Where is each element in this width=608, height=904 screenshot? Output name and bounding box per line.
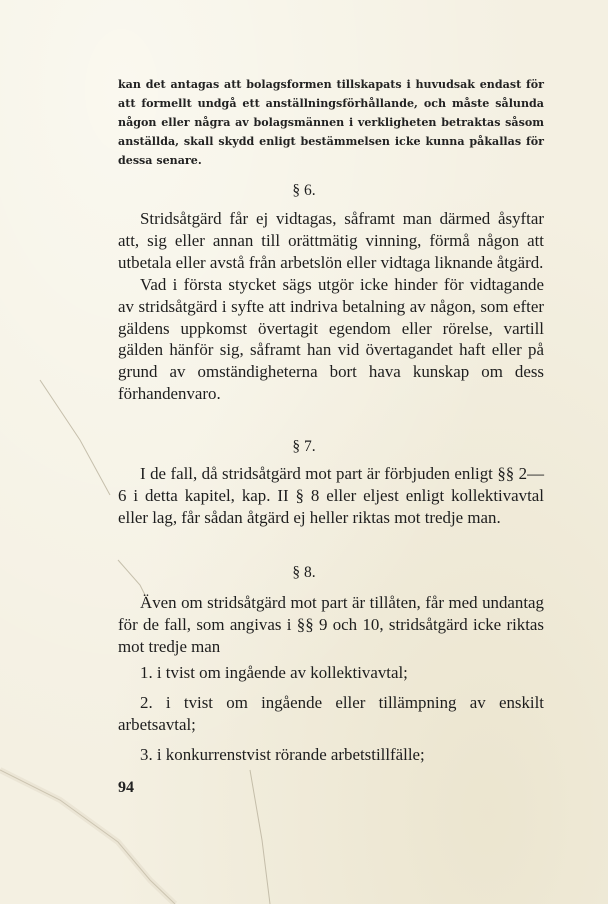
- section-6-heading: § 6.: [292, 182, 316, 199]
- section-8-body: [118, 592, 544, 658]
- section-8-heading: § 8.: [292, 564, 316, 581]
- list-item: 3. i konkurrenstvist rörande arbetstillfälle;: [140, 745, 425, 764]
- section-7-paragraph-1: I de fall, då stridsåtgärd mot part är förbjuden enligt §§ 2—6 i detta kapitel, kap. II § 8 eller eljest enligt kollektivavtal eller lag, får sådan åtgärd ej heller riktas mot tredje man.: [118, 464, 544, 527]
- page-number: 94: [118, 779, 134, 796]
- section-8-paragraph-1: Även om stridsåtgärd mot part är tillåten, får med undantag för de fall, som angivas i §§ 9 och 10, stridsåtgärd icke riktas mot tredje man: [118, 593, 544, 656]
- list-item: 1. i tvist om ingående av kollektivavtal;: [140, 663, 408, 682]
- section-6-paragraph-1: Stridsåtgärd får ej vidtagas, såframt man därmed åsyftar att, sig eller annan till orättmätig vinning, förmå någon att utbetala eller avstå från arbetslön eller vidtaga liknande åtgärd.: [118, 209, 544, 272]
- intro-paragraph: kan det antagas att bolagsformen tillskapats i huvudsak endast för att formellt undgå ett anställningsförhållande, och måste sålunda någon eller några av bolagsmännen i verkligheten betraktas såsom anställda, skall skydd enligt bestämmelsen icke kunna påkallas för dessa senare.: [118, 78, 544, 168]
- section-7-body: [118, 463, 544, 529]
- list-item: 2. i tvist om ingående eller tillämpning av enskilt arbetsavtal;: [118, 693, 544, 734]
- section-6-paragraph-2: Vad i första stycket sägs utgör icke hinder för vidtagande av stridsåtgärd i syfte att indriva betalning av någon, som efter gäldens uppkomst övertagit egendom eller rörelse, vartill gälden hänför sig, såframt han vid övertagandet haft eller på grund av omständigheterna bort hava kunskap om dess förhandenvaro.: [118, 274, 544, 404]
- section-6-body: [118, 208, 544, 405]
- section-7-heading: § 7.: [292, 438, 316, 455]
